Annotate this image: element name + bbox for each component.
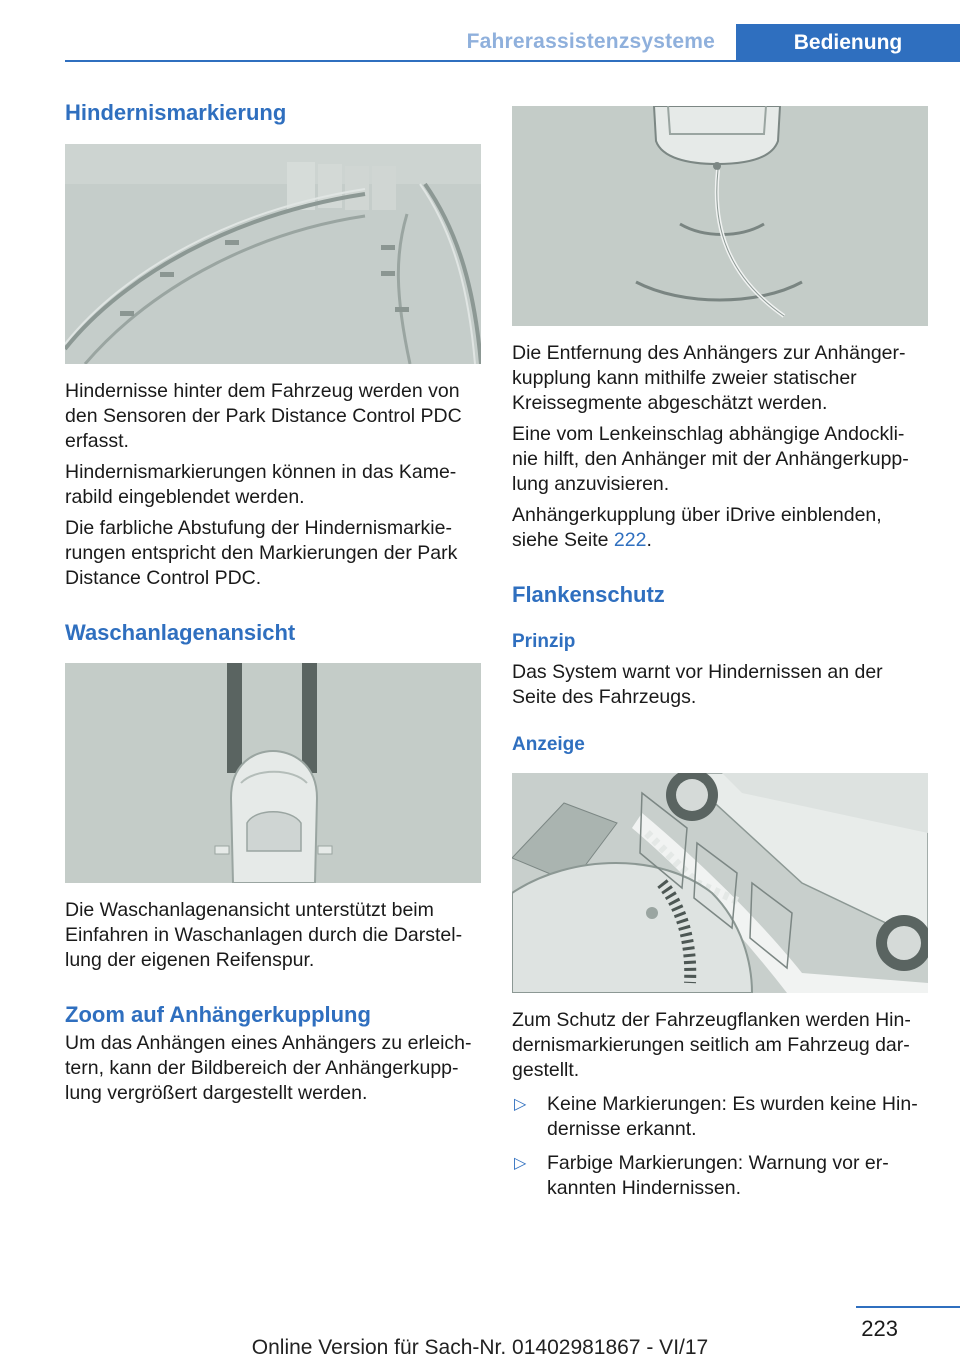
illustration-flank-protection bbox=[512, 773, 928, 993]
heading-hindernismarkierung: Hindernismarkierung bbox=[65, 100, 287, 125]
illustration-obstacle-marking bbox=[65, 144, 481, 364]
paragraph-hindernis-3: Die farbliche Abstufung der Hindernismarkie‐rungen entspricht den Markierungen der Park Distance Control PDC. bbox=[65, 517, 458, 589]
header-tab: Bedienung bbox=[736, 24, 960, 61]
paragraph-zoom-2: Eine vom Lenkeinschlag abhängige Andockli‐nie hilft, den Anhänger mit der Anhängerkupp‐lung anzuvisieren. bbox=[512, 423, 909, 495]
list-item-text: Farbige Markierungen: Warnung vor er‐kannten Hindernissen. bbox=[547, 1152, 889, 1199]
page-link-222[interactable]: 222 bbox=[613, 529, 647, 551]
paragraph-zoom-3-suffix: . bbox=[646, 529, 652, 551]
paragraph-hindernis-2: Hindernismarkierungen können in das Kame‐rabild eingeblendet werden. bbox=[65, 461, 457, 508]
bullet-list bbox=[512, 1092, 928, 1201]
list-item bbox=[512, 1092, 928, 1142]
list-item-text: Keine Markierungen: Es wurden keine Hin‐dernisse erkannt. bbox=[547, 1093, 918, 1140]
paragraph-zoom-3-text: Anhängerkupplung über iDrive einblenden, siehe Seite bbox=[512, 504, 882, 551]
paragraph-zoom-3 bbox=[512, 503, 928, 553]
header-rule bbox=[65, 60, 960, 62]
paragraph-zoom-1: Die Entfernung des Anhängers zur Anhänger‐kupplung kann mithilfe zweier statischer Kreissegmente abgeschätzt werden. bbox=[512, 342, 906, 414]
paragraph-zoom: Um das Anhängen eines Anhängers zu erleich‐tern, kann der Bildbereich der Anhängerkupp‐lung vergrößert dargestellt werden. bbox=[65, 1032, 472, 1104]
footer-rule bbox=[856, 1306, 960, 1308]
heading-flankenschutz: Flankenschutz bbox=[512, 582, 665, 607]
illustration-trailer-hitch-zoom bbox=[512, 106, 928, 326]
heading-zoom-anhaengerkupplung: Zoom auf Anhängerkupplung bbox=[65, 1002, 371, 1027]
paragraph-hindernis-1: Hindernisse hinter dem Fahrzeug werden von den Sensoren der Park Distance Control PDC erfasst. bbox=[65, 380, 462, 452]
list-item bbox=[512, 1151, 928, 1201]
triangle-right-icon: ▷ bbox=[514, 1096, 527, 1113]
header-section-title: Fahrerassistenzsysteme bbox=[466, 30, 715, 53]
paragraph-anzeige: Zum Schutz der Fahrzeugflanken werden Hin‐dernismarkierungen seitlich am Fahrzeug dar‐gestellt. bbox=[512, 1009, 911, 1081]
heading-prinzip: Prinzip bbox=[512, 631, 576, 652]
heading-anzeige: Anzeige bbox=[512, 734, 585, 755]
paragraph-waschanlage: Die Waschanlagenansicht unterstützt beim Einfahren in Waschanlagen durch die Darstel‐lung der eigenen Reifenspur. bbox=[65, 899, 463, 971]
illustration-carwash-view bbox=[65, 663, 481, 883]
right-column bbox=[512, 106, 928, 1201]
triangle-right-icon: ▷ bbox=[514, 1155, 527, 1172]
heading-waschanlagenansicht: Waschanlagenansicht bbox=[65, 620, 296, 645]
left-column bbox=[65, 100, 481, 1106]
paragraph-prinzip: Das System warnt vor Hindernissen an der Seite des Fahrzeugs. bbox=[512, 661, 883, 708]
page-header bbox=[65, 0, 960, 62]
page-number: 223 bbox=[861, 1316, 898, 1341]
footer-online-version: Online Version für Sach-Nr. 01402981867 - VI/17 bbox=[251, 1336, 709, 1359]
